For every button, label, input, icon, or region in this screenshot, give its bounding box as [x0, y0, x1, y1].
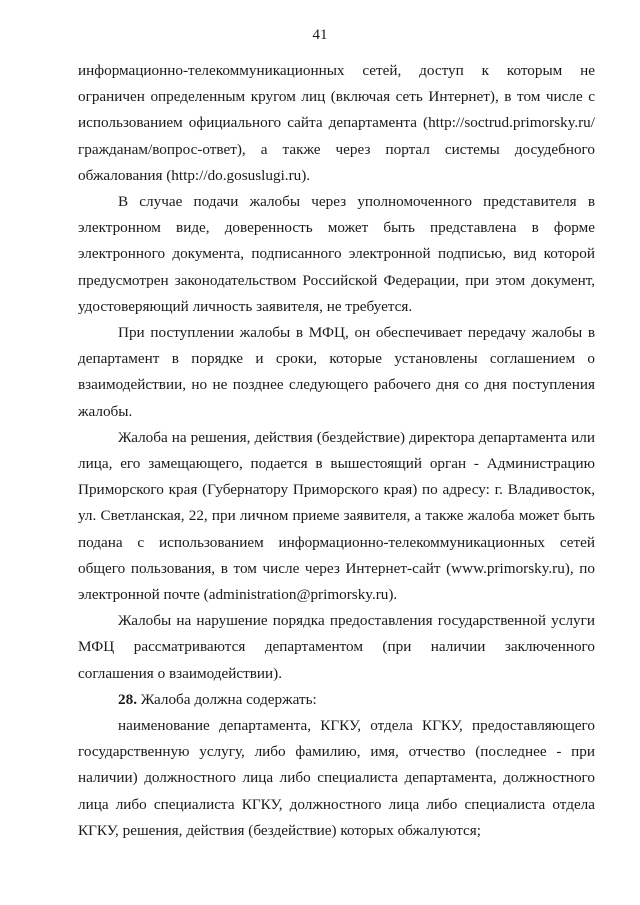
section-28-heading: [78, 687, 595, 713]
paragraph-mfc-violation: Жалобы на нарушение порядка предоставления государственной услуги МФЦ рассматриваются департаментом (при наличии заключенного соглашения о взаимодействии).: [78, 612, 595, 682]
document-body: [78, 58, 595, 844]
paragraph-continuation: информационно-телекоммуникационных сетей, доступ к которым не ограничен определенным кругом лиц (включая сеть Интернет), в том числе с использованием официального сайта департамента (http://soctrud.primorsky.ru/гражданам/вопрос-ответ), а также через портал системы досудебного обжалования (http://do.gosuslugi.ru).: [78, 62, 595, 184]
paragraph-director-complaint: Жалоба на решения, действия (бездействие) директора департамента или лица, его замещающего, подается в вышестоящий орган - Администрацию Приморского края (Губернатору Приморского края) по адресу: г. Владивосток, ул. Светланская, 22, при личном приеме заявителя, а также жалоба может быть подана с использованием информационно-телекоммуникационных сетей общего пользования, в том числе через Интернет-сайт (www.primorsky.ru), по электронной почте (administration@primorsky.ru).: [78, 428, 595, 604]
paragraph-mfc: При поступлении жалобы в МФЦ, он обеспечивает передачу жалобы в департамент в порядке и сроки, которые установлены соглашением о взаимодействии, но не позднее следующего рабочего дня со дня поступления жалобы.: [78, 324, 595, 420]
paragraph-representative: В случае подачи жалобы через уполномоченного представителя в электронном виде, доверенность может быть представлена в форме электронного документа, подписанного электронной подписью, вид которой предусмотрен законодательством Российской Федерации, при этом документ, удостоверяющий личность заявителя, не требуется.: [78, 193, 595, 315]
section-28-number: 28.: [118, 690, 137, 708]
page-number: 41: [312, 27, 328, 43]
section-28-text: Жалоба должна содержать:: [140, 690, 317, 708]
paragraph-department-name: наименование департамента, КГКУ, отдела КГКУ, предоставляющего государственную услугу, либо фамилию, имя, отчество (последнее - при наличии) должностного лица либо специалиста департамента, должностного лица либо специалиста КГКУ, должностного лица либо специалиста отдела КГКУ, решения, действия (бездействие) которых обжалуются;: [78, 717, 595, 839]
